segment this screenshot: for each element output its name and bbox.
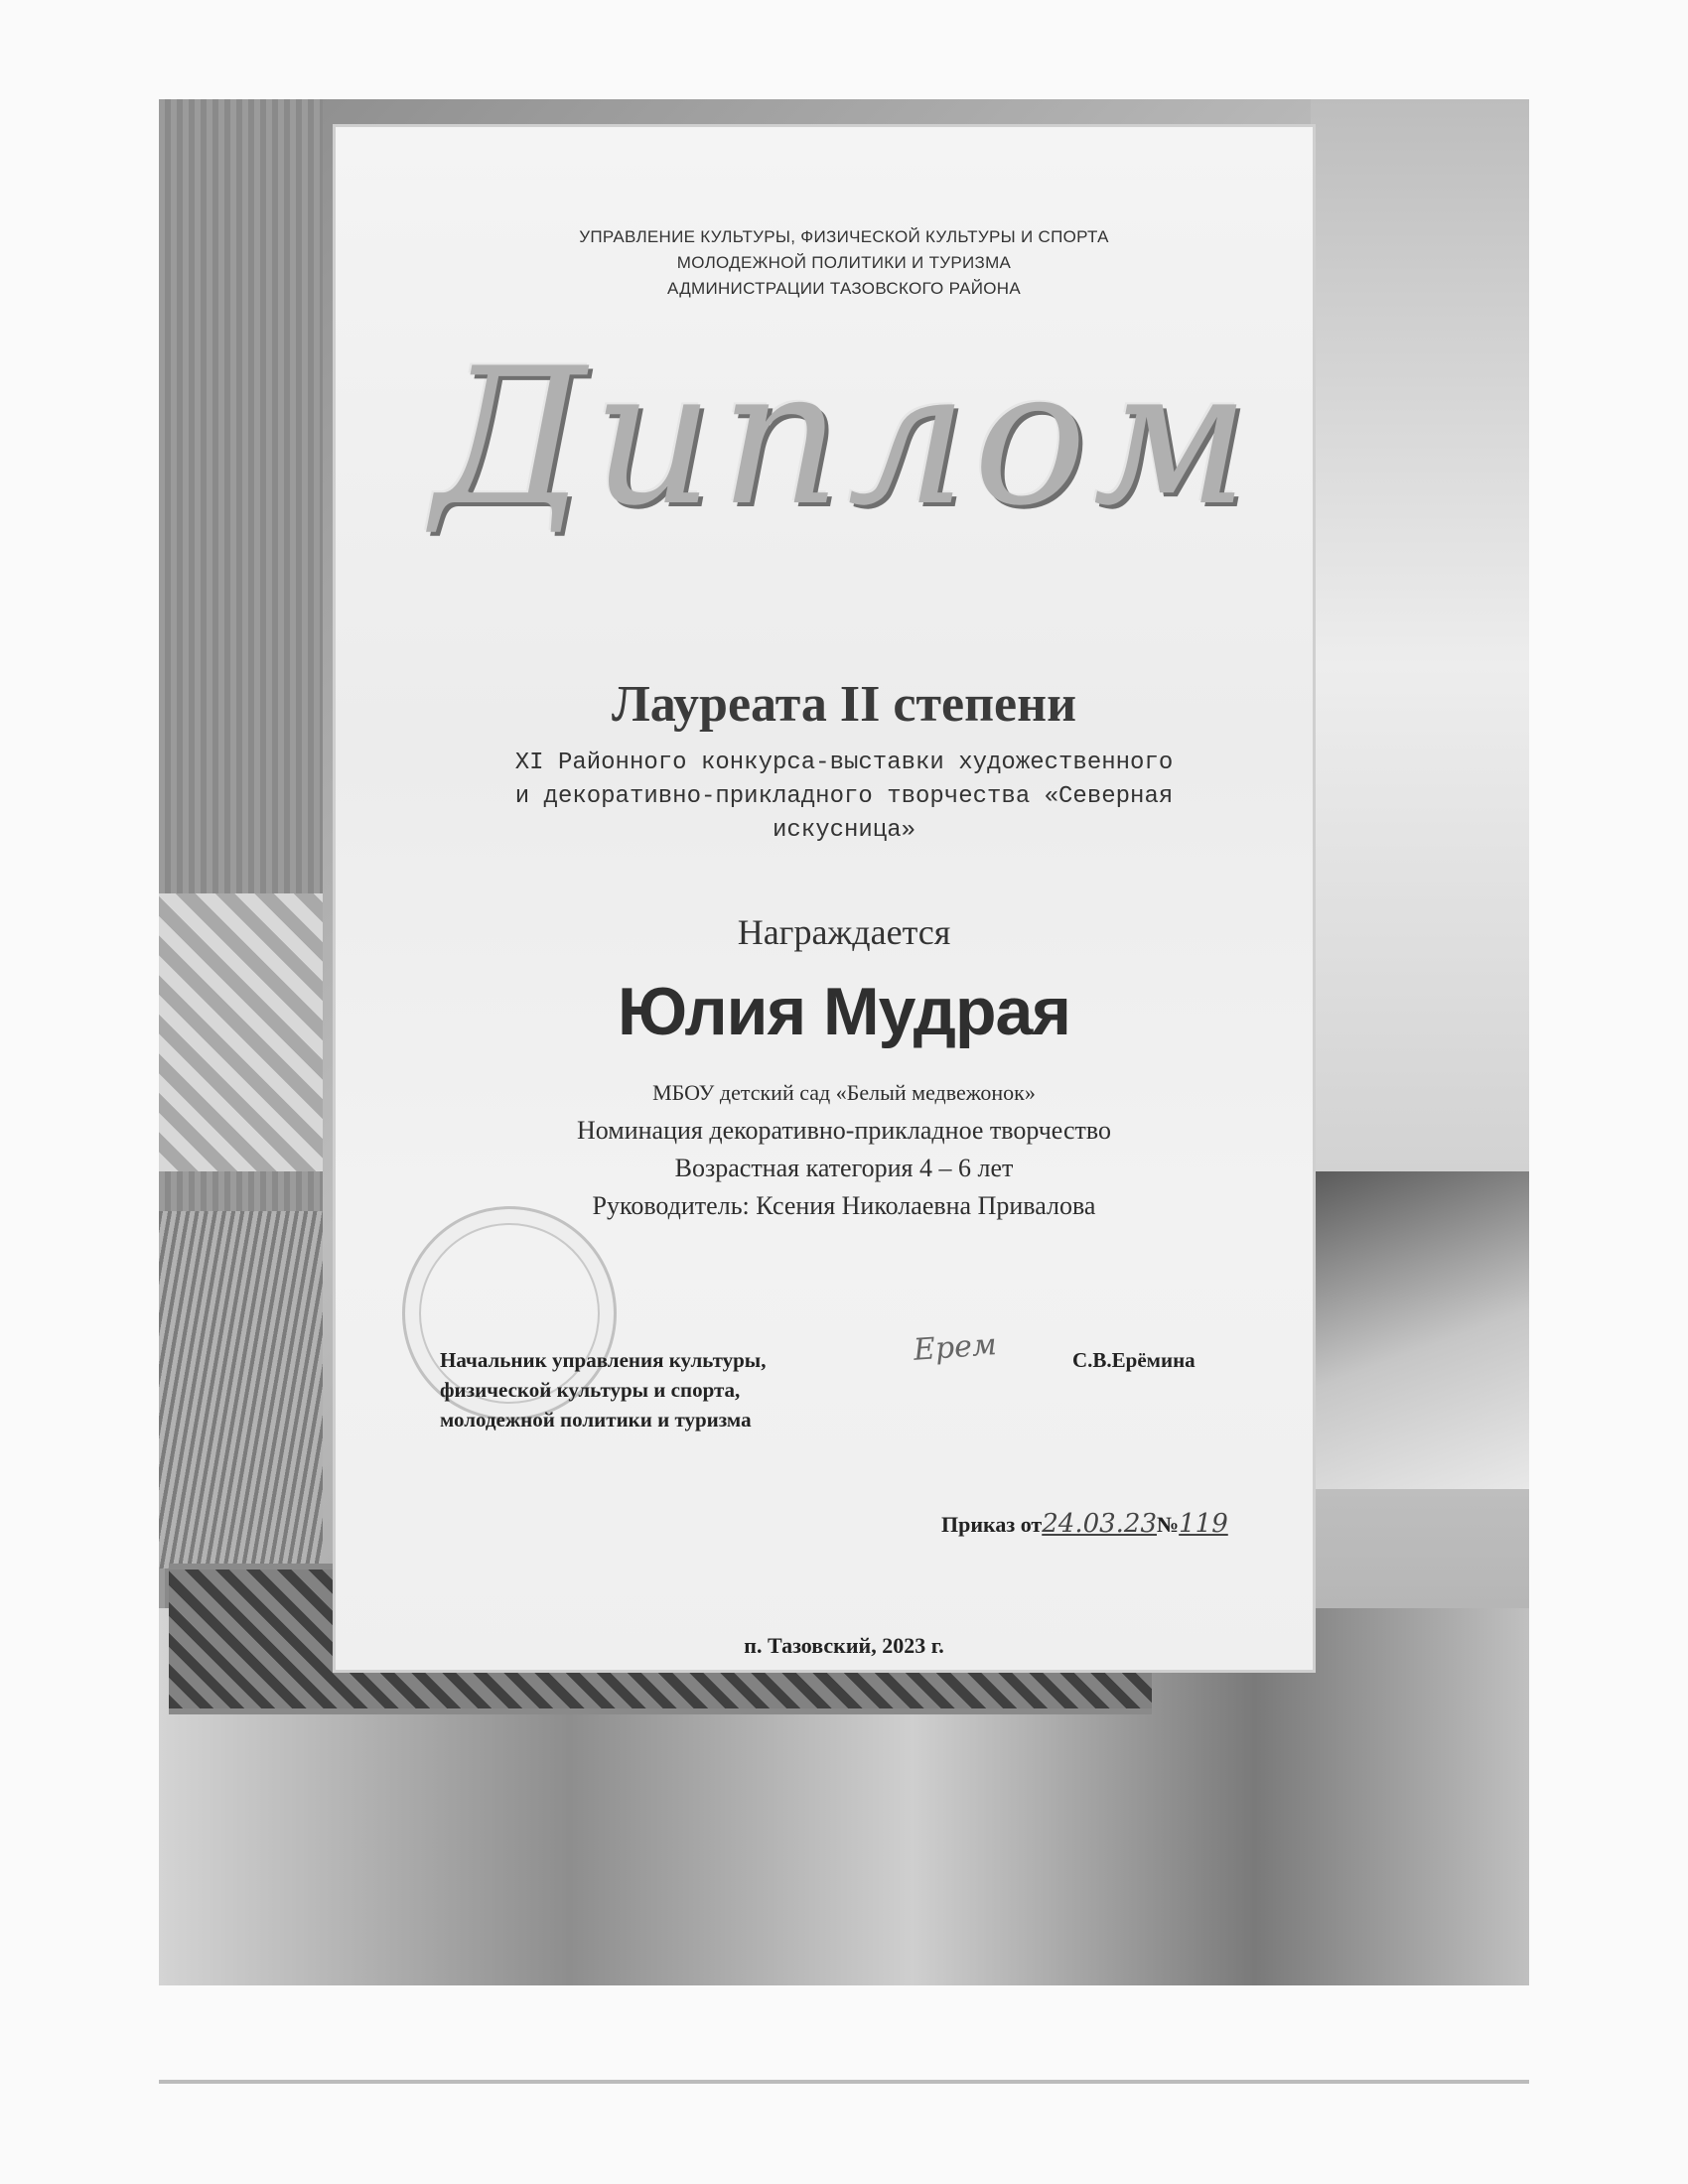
age-category: Возрастная категория 4 – 6 лет: [674, 1154, 1014, 1182]
signatory-role-line: молодежной политики и туризма: [440, 1408, 752, 1432]
contest-line: искусница»: [772, 817, 916, 844]
left-fur-panel: [159, 1211, 323, 1569]
winner-name: Юлия Мудрая: [618, 974, 1070, 1049]
order-prefix: Приказ от: [941, 1512, 1043, 1537]
awarded-label: Награждается: [737, 912, 951, 952]
contest-line: XI Районного конкурса-выставки художественного: [514, 750, 1174, 776]
organization-line: УПРАВЛЕНИЕ КУЛЬТУРЫ, ФИЗИЧЕСКОЙ КУЛЬТУРЫ И СПОРТА: [579, 227, 1109, 246]
order-number-prefix: №: [1157, 1512, 1180, 1537]
scan-edge: [159, 2080, 1529, 2084]
nomination: Номинация декоративно-прикладное творчество: [576, 1116, 1111, 1145]
contest-line: и декоративно-прикладного творчества «Северная: [514, 783, 1174, 810]
organization-line: АДМИНИСТРАЦИИ ТАЗОВСКОГО РАЙОНА: [666, 279, 1021, 298]
organization-header: [0, 224, 1688, 302]
signatory-role-line: физической культуры и спорта,: [440, 1378, 741, 1402]
order-date: 24.03.23: [1042, 1509, 1158, 1539]
diploma-heading: Диплом: [432, 328, 1256, 547]
award-details: [0, 1074, 1688, 1225]
institution: МБОУ детский сад «Белый медвежонок»: [652, 1080, 1036, 1105]
organization-line: МОЛОДЕЖНОЙ ПОЛИТИКИ И ТУРИЗМА: [676, 253, 1012, 272]
contest-description: [0, 747, 1688, 848]
signatory-role: [440, 1345, 766, 1434]
order-reference: [941, 1509, 1228, 1539]
order-number: 119: [1179, 1509, 1228, 1539]
place-and-year: п. Тазовский, 2023 г.: [744, 1633, 944, 1658]
signatory-role-line: Начальник управления культуры,: [440, 1348, 767, 1372]
supervisor: Руководитель: Ксения Николаевна Привалова: [592, 1191, 1096, 1220]
handwritten-signature: Ерем: [912, 1327, 998, 1368]
signatory-name: С.В.Ерёмина: [1072, 1348, 1196, 1372]
laureate-title: Лауреата II степени: [611, 676, 1077, 733]
